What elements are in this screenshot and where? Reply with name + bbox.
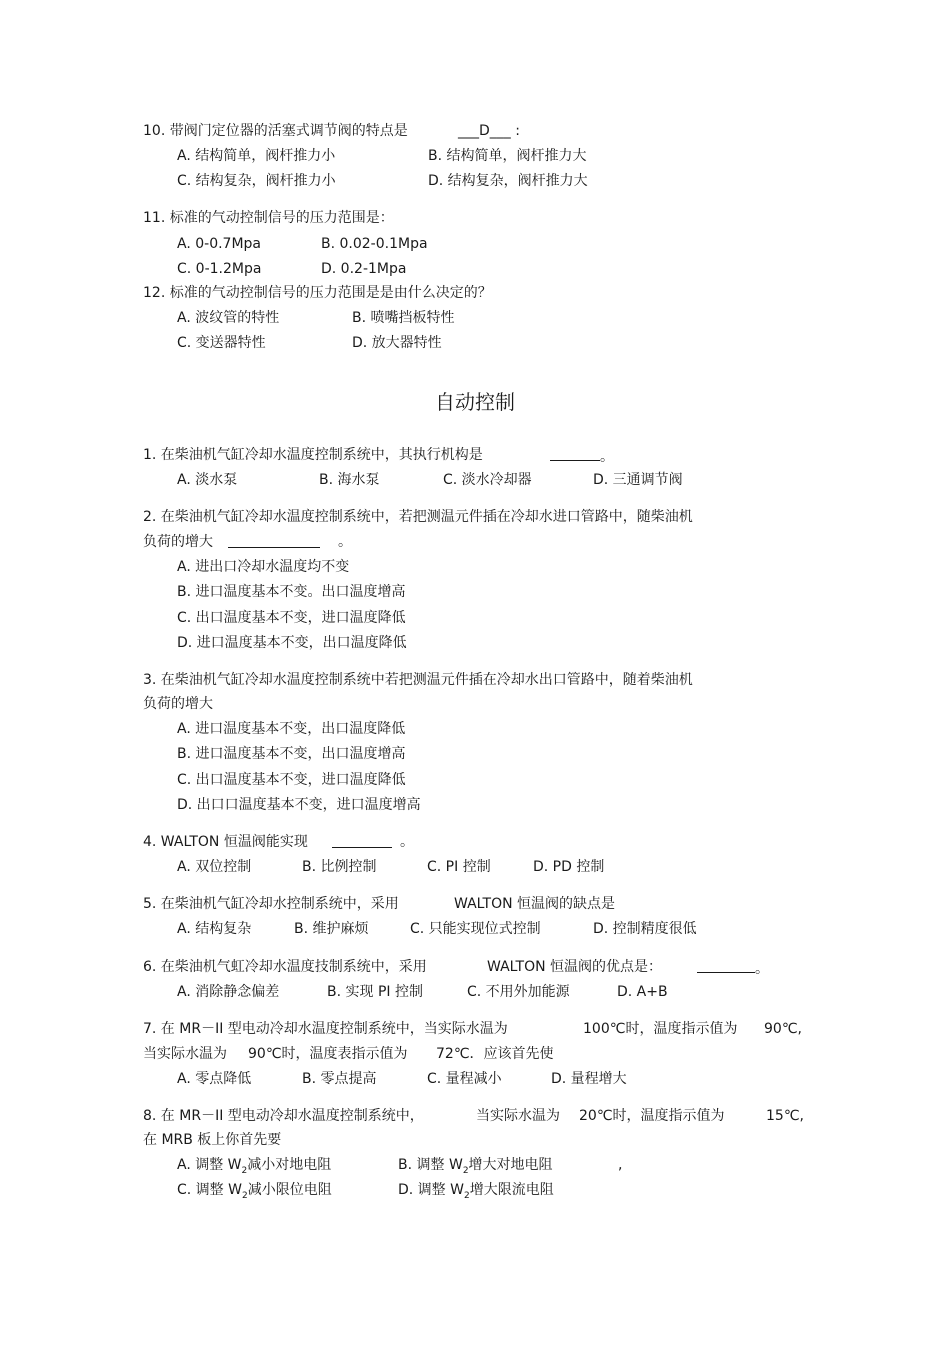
s5-stem-mid: WALTON 恒温阀的缺点是 xyxy=(454,896,616,912)
q11-stem: 11. 标准的气动控制信号的压力范围是： xyxy=(143,210,394,226)
s4-option-a: A. 双位控制 xyxy=(177,859,252,875)
s4-tail: 。 xyxy=(400,834,414,850)
s2-option-c: C. 出口温度基本不变，进口温度降低 xyxy=(177,610,406,626)
q11-option-d: D. 0.2-1Mpa xyxy=(321,261,407,277)
s1-stem: 1. 在柴油机气缸冷却水温度控制系统中，其执行机构是 xyxy=(143,447,483,463)
s4-option-d: D. PD 控制 xyxy=(533,859,605,875)
s6-tail: 。 xyxy=(755,961,769,977)
s8-stem-part4: 15℃, xyxy=(766,1108,804,1124)
s7-option-a: A. 零点降低 xyxy=(177,1071,252,1087)
s8-option-a-pre: A. 调整 W xyxy=(177,1157,242,1173)
s6-option-d: D. A+B xyxy=(617,984,668,1000)
s5-option-a: A. 结构复杂 xyxy=(177,921,252,937)
s7-stem-part4: 当实际水温为 xyxy=(143,1046,227,1062)
s8-option-b-tail: , xyxy=(618,1157,623,1173)
s5-stem: 5. 在柴油机气缸冷却水控制系统中，采用 xyxy=(143,896,399,912)
s6-option-b: B. 实现 PI 控制 xyxy=(327,984,423,1000)
s1-option-b: B. 海水泵 xyxy=(319,472,380,488)
q10-option-a: A. 结构简单，阀杆推力小 xyxy=(177,148,336,164)
s7-stem-part3: 90℃, xyxy=(764,1021,802,1037)
s8-option-a xyxy=(177,1156,331,1180)
q11-option-b: B. 0.02-0.1Mpa xyxy=(321,236,428,252)
q11-option-c: C. 0-1.2Mpa xyxy=(177,261,262,277)
s3-option-c: C. 出口温度基本不变，进口温度降低 xyxy=(177,772,406,788)
s8-option-b-pre: B. 调整 W xyxy=(398,1157,463,1173)
s7-stem-part6: 72℃．应该首先使 xyxy=(436,1046,554,1062)
s8-option-c-pre: C. 调整 W xyxy=(177,1182,242,1198)
s7-option-b: B. 零点提高 xyxy=(302,1071,377,1087)
s4-option-c: C. PI 控制 xyxy=(427,859,491,875)
q10-stem: 10. 带阀门定位器的活塞式调节阀的特点是 xyxy=(143,123,408,139)
s5-option-c: C. 只能实现位式控制 xyxy=(410,921,541,937)
s6-option-c: C. 不用外加能源 xyxy=(467,984,570,1000)
s3-option-d: D. 出口口温度基本不变，进口温度增高 xyxy=(177,797,421,813)
q12-option-a: A. 波纹管的特性 xyxy=(177,310,280,326)
s8-option-d xyxy=(398,1181,554,1205)
s4-stem: 4. WALTON 恒温阀能实现 xyxy=(143,834,308,850)
q12-option-c: C. 变送器特性 xyxy=(177,335,266,351)
s8-option-b xyxy=(398,1156,553,1180)
s1-option-a: A. 淡水泵 xyxy=(177,472,238,488)
section-title: 自动控制 xyxy=(435,390,515,414)
s2-stem-line2: 负荷的增大 xyxy=(143,534,213,550)
s3-stem-line2: 负荷的增大 xyxy=(143,696,213,712)
s3-stem-line1: 3. 在柴油机气缸冷却水温度控制系统中若把测温元件插在冷却水出口管路中，随着柴油机 xyxy=(143,672,693,688)
q10-option-d: D. 结构复杂，阀杆推力大 xyxy=(428,173,588,189)
s5-option-d: D. 控制精度很低 xyxy=(593,921,697,937)
q12-option-b: B. 喷嘴挡板特性 xyxy=(352,310,455,326)
s1-blank xyxy=(550,446,614,466)
s2-blank xyxy=(228,533,320,553)
q12-stem: 12. 标准的气动控制信号的压力范围是是由什么决定的？ xyxy=(143,285,492,301)
s4-blank xyxy=(332,833,392,853)
s3-option-b: B. 进口温度基本不变，出口温度增高 xyxy=(177,746,406,762)
s8-option-d-sub: 2 xyxy=(463,1190,470,1201)
s8-option-b-sub: 2 xyxy=(462,1165,469,1176)
s1-tail: 。 xyxy=(600,449,614,465)
q11-option-a: A. 0-0.7Mpa xyxy=(177,236,261,252)
s7-stem-part5: 90℃时，温度表指示值为 xyxy=(248,1046,408,1062)
s6-option-a: A. 消除静念偏差 xyxy=(177,984,280,1000)
s8-option-a-sub: 2 xyxy=(241,1165,248,1176)
s8-option-c-sub: 2 xyxy=(241,1190,248,1201)
s2-stem-line1: 2. 在柴油机气缸冷却水温度控制系统中，若把测温元件插在冷却水进口管路中，随柴油机 xyxy=(143,509,693,525)
s5-option-b: B. 维护麻烦 xyxy=(294,921,369,937)
s6-blank xyxy=(697,958,769,978)
s8-option-d-post: 增大限流电阻 xyxy=(469,1182,554,1198)
s8-option-b-post: 增大对地电阻 xyxy=(468,1157,553,1173)
s1-option-d: D. 三通调节阀 xyxy=(593,472,683,488)
s8-option-d-pre: D. 调整 W xyxy=(398,1182,464,1198)
q10-option-b: B. 结构简单，阀杆推力大 xyxy=(428,148,587,164)
s8-option-a-post: 减小对地电阻 xyxy=(247,1157,332,1173)
s2-option-a: A. 进出口冷却水温度均不变 xyxy=(177,559,350,575)
q10-option-c: C. 结构复杂，阀杆推力小 xyxy=(177,173,336,189)
s8-stem-part1: 8. 在 MR－II 型电动冷却水温度控制系统中， xyxy=(143,1108,424,1124)
s2-option-d: D. 进口温度基本不变，出口温度降低 xyxy=(177,635,407,651)
s8-option-c-post: 减小限位电阻 xyxy=(247,1182,332,1198)
s8-stem-part3: 20℃时，温度指示值为 xyxy=(579,1108,725,1124)
s2-tail: 。 xyxy=(338,534,352,550)
s8-stem-part2: 当实际水温为 xyxy=(476,1108,560,1124)
s6-stem-mid: WALTON 恒温阀的优点是： xyxy=(487,959,663,975)
s7-stem-part1: 7. 在 MR－II 型电动冷却水温度控制系统中，当实际水温为 xyxy=(143,1021,508,1037)
q10-answer: ___D___ : xyxy=(458,123,520,139)
s6-stem: 6. 在柴油机气虹冷却水温度技制系统中，采用 xyxy=(143,959,427,975)
s3-option-a: A. 进口温度基本不变，出口温度降低 xyxy=(177,721,406,737)
s8-stem-part5: 在 MRB 板上你首先要 xyxy=(143,1132,282,1148)
s8-option-c xyxy=(177,1181,332,1205)
s7-stem-part2: 100℃时，温度指示值为 xyxy=(583,1021,738,1037)
s4-option-b: B. 比例控制 xyxy=(302,859,377,875)
s1-option-c: C. 淡水冷却器 xyxy=(443,472,532,488)
q12-option-d: D. 放大器特性 xyxy=(352,335,442,351)
s7-option-c: C. 量程减小 xyxy=(427,1071,502,1087)
s7-option-d: D. 量程增大 xyxy=(551,1071,627,1087)
s2-option-b: B. 进口温度基本不变。出口温度增高 xyxy=(177,584,406,600)
